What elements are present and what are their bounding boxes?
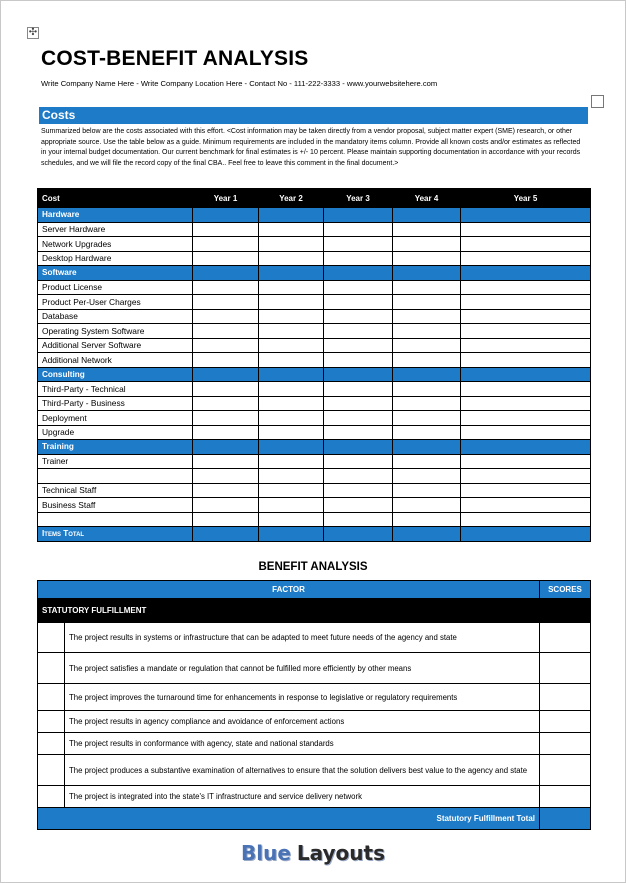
benefit-item-row — [38, 623, 591, 653]
year-2-cell[interactable] — [259, 280, 324, 295]
factor-text: The project results in conformance with agency, state and national standards — [65, 733, 540, 755]
company-info-line: Write Company Name Here - Write Company Location Here - Contact No - 111-222-3333 - www.yourwebsitehere.com — [41, 79, 438, 88]
benefit-analysis-title: BENEFIT ANALYSIS — [258, 561, 368, 573]
year-3-cell[interactable] — [324, 440, 393, 455]
year-4-cell[interactable] — [393, 440, 461, 455]
cost-category-row — [38, 266, 591, 281]
year-1-cell[interactable] — [193, 440, 259, 455]
category-label: Software — [38, 266, 193, 281]
year-5-cell[interactable] — [461, 338, 591, 353]
year-5-cell[interactable] — [461, 382, 591, 397]
table-move-handle-icon[interactable]: ✣ — [28, 27, 38, 38]
year-2-cell[interactable] — [259, 208, 324, 223]
year-4-cell[interactable] — [393, 425, 461, 440]
year-4-cell[interactable] — [393, 266, 461, 281]
cost-item-label: Product Per-User Charges — [38, 295, 193, 310]
year-3-cell[interactable] — [324, 338, 393, 353]
score-cell[interactable] — [540, 684, 591, 711]
year-5-cell[interactable] — [461, 396, 591, 411]
checkbox-cell[interactable] — [38, 755, 65, 786]
cost-item-row — [38, 425, 591, 440]
year-4-cell[interactable] — [393, 498, 461, 513]
year-5-cell[interactable] — [461, 208, 591, 223]
year-3-cell[interactable] — [324, 411, 393, 426]
year-4-cell[interactable] — [393, 208, 461, 223]
section-statutory-fulfillment: STATUTORY FULFILLMENT — [38, 599, 591, 623]
cost-item-label — [38, 469, 193, 484]
factor-text: The project results in systems or infrastructure that can be adapted to meet future needs of the agency and state — [65, 623, 540, 653]
year-1-total-cell[interactable] — [193, 527, 259, 542]
year-2-cell[interactable] — [259, 222, 324, 237]
scores-header: SCORES — [540, 581, 591, 599]
costs-description: Summarized below are the costs associated with this effort. <Cost information may be taken directly from a vendor proposal, subject matter expert (SME) research, or other appropriate source. Use the table below as a guide. Minimum requirements are included in the mandatory items column. Provide all known costs and/or estimates as reflected in your internal budget documentation. Our current benchmark for final estimates is +/- 10 percent. Please maintain supporting documentation in accordance with your records schedules, and we will file the record copy of the final CBA.. Feel free to leave this comment in the final document.> — [41, 128, 581, 167]
year-3-cell[interactable] — [324, 237, 393, 252]
cost-item-label: Database — [38, 309, 193, 324]
costs-heading: Costs — [39, 107, 588, 124]
year4-header: Year 4 — [393, 189, 461, 208]
statutory-total-row — [38, 808, 591, 830]
year-2-cell[interactable] — [259, 483, 324, 498]
cost-item-row — [38, 237, 591, 252]
items-total-label: Items Total — [38, 527, 193, 542]
year-3-cell[interactable] — [324, 396, 393, 411]
year-1-cell[interactable] — [193, 498, 259, 513]
year-5-cell[interactable] — [461, 295, 591, 310]
year-2-cell[interactable] — [259, 367, 324, 382]
benefit-item-row — [38, 711, 591, 733]
year-1-cell[interactable] — [193, 324, 259, 339]
year-1-cell[interactable] — [193, 469, 259, 484]
logo-word-layouts: Layouts — [296, 841, 385, 865]
year-1-cell[interactable] — [193, 208, 259, 223]
year-4-cell[interactable] — [393, 483, 461, 498]
year-3-cell[interactable] — [324, 469, 393, 484]
cost-table — [37, 188, 591, 542]
year-2-cell[interactable] — [259, 440, 324, 455]
year2-header: Year 2 — [259, 189, 324, 208]
score-cell[interactable] — [540, 653, 591, 684]
score-cell[interactable] — [540, 786, 591, 808]
year1-header: Year 1 — [193, 189, 259, 208]
factor-text: The project results in agency compliance and avoidance of enforcement actions — [65, 711, 540, 733]
year-5-cell[interactable] — [461, 237, 591, 252]
cost-item-row — [38, 324, 591, 339]
checkbox-cell[interactable] — [38, 684, 65, 711]
year-4-cell[interactable] — [393, 237, 461, 252]
year-5-cell[interactable] — [461, 251, 591, 266]
year-5-cell[interactable] — [461, 324, 591, 339]
cost-item-row — [38, 483, 591, 498]
year-2-cell[interactable] — [259, 469, 324, 484]
cost-item-row — [38, 512, 591, 527]
cost-item-row — [38, 338, 591, 353]
year-4-cell[interactable] — [393, 309, 461, 324]
year-4-cell[interactable] — [393, 512, 461, 527]
factor-text: The project produces a substantive examination of alternatives to ensure that the solution delivers best value to the agency and state — [65, 755, 540, 786]
year-1-cell[interactable] — [193, 280, 259, 295]
year-5-cell[interactable] — [461, 222, 591, 237]
category-label: Training — [38, 440, 193, 455]
cost-item-row — [38, 396, 591, 411]
cost-category-row — [38, 208, 591, 223]
cost-item-row — [38, 280, 591, 295]
cost-item-label: Third-Party - Technical — [38, 382, 193, 397]
year-1-cell[interactable] — [193, 396, 259, 411]
year-4-total-cell[interactable] — [393, 527, 461, 542]
year-3-cell[interactable] — [324, 425, 393, 440]
benefit-item-row — [38, 755, 591, 786]
year-5-cell[interactable] — [461, 309, 591, 324]
year3-header: Year 3 — [324, 189, 393, 208]
year-3-cell[interactable] — [324, 251, 393, 266]
year-2-cell[interactable] — [259, 454, 324, 469]
year-2-cell[interactable] — [259, 512, 324, 527]
cost-item-label: Business Staff — [38, 498, 193, 513]
score-cell[interactable] — [540, 733, 591, 755]
year-2-cell[interactable] — [259, 425, 324, 440]
year-1-cell[interactable] — [193, 266, 259, 281]
year-1-cell[interactable] — [193, 425, 259, 440]
benefit-item-row — [38, 684, 591, 711]
cost-category-row — [38, 440, 591, 455]
year-2-cell[interactable] — [259, 309, 324, 324]
blue-layouts-logo — [0, 841, 626, 865]
cost-item-label: Trainer — [38, 454, 193, 469]
year-2-cell[interactable] — [259, 411, 324, 426]
cost-item-label: Technical Staff — [38, 483, 193, 498]
year-5-cell[interactable] — [461, 367, 591, 382]
year-3-cell[interactable] — [324, 367, 393, 382]
statutory-total-score-cell[interactable] — [540, 808, 591, 830]
factor-text: The project is integrated into the state's IT infrastructure and service delivery network — [65, 786, 540, 808]
year-3-cell[interactable] — [324, 498, 393, 513]
year-5-cell[interactable] — [461, 469, 591, 484]
cost-item-label — [38, 512, 193, 527]
year-4-cell[interactable] — [393, 280, 461, 295]
year-5-cell[interactable] — [461, 440, 591, 455]
year-3-cell[interactable] — [324, 324, 393, 339]
year-4-cell[interactable] — [393, 367, 461, 382]
year-1-cell[interactable] — [193, 222, 259, 237]
year-2-cell[interactable] — [259, 324, 324, 339]
cost-item-label: Operating System Software — [38, 324, 193, 339]
year-5-cell[interactable] — [461, 411, 591, 426]
year-1-cell[interactable] — [193, 251, 259, 266]
year-2-total-cell[interactable] — [259, 527, 324, 542]
cost-item-label: Desktop Hardware — [38, 251, 193, 266]
cost-item-label: Additional Network — [38, 353, 193, 368]
year-3-cell[interactable] — [324, 454, 393, 469]
cost-item-label: Server Hardware — [38, 222, 193, 237]
year-2-cell[interactable] — [259, 295, 324, 310]
year-4-cell[interactable] — [393, 382, 461, 397]
year-3-cell[interactable] — [324, 280, 393, 295]
year-1-cell[interactable] — [193, 454, 259, 469]
year-4-cell[interactable] — [393, 324, 461, 339]
year-4-cell[interactable] — [393, 469, 461, 484]
year-4-cell[interactable] — [393, 222, 461, 237]
cost-item-row — [38, 469, 591, 484]
year-1-cell[interactable] — [193, 237, 259, 252]
year-1-cell[interactable] — [193, 295, 259, 310]
year-1-cell[interactable] — [193, 411, 259, 426]
year-1-cell[interactable] — [193, 382, 259, 397]
cost-item-row — [38, 309, 591, 324]
checkbox-cell[interactable] — [38, 711, 65, 733]
year-1-cell[interactable] — [193, 309, 259, 324]
cost-item-label: Product License — [38, 280, 193, 295]
year-4-cell[interactable] — [393, 396, 461, 411]
checkbox-cell[interactable] — [38, 653, 65, 684]
year-5-cell[interactable] — [461, 280, 591, 295]
year-2-cell[interactable] — [259, 396, 324, 411]
year-3-cell[interactable] — [324, 309, 393, 324]
year-4-cell[interactable] — [393, 338, 461, 353]
logo-word-blue: Blue — [240, 841, 291, 865]
year-5-cell[interactable] — [461, 498, 591, 513]
cost-item-label: Additional Server Software — [38, 338, 193, 353]
cost-item-row — [38, 454, 591, 469]
cost-item-row — [38, 498, 591, 513]
factor-text: The project improves the turnaround time for enhancements in response to legislative or regulatory requirements — [65, 684, 540, 711]
year-3-cell[interactable] — [324, 353, 393, 368]
year5-header: Year 5 — [461, 189, 591, 208]
year-3-cell[interactable] — [324, 295, 393, 310]
checkbox-cell[interactable] — [38, 733, 65, 755]
year-4-cell[interactable] — [393, 295, 461, 310]
items-total-row — [38, 527, 591, 542]
year-1-cell[interactable] — [193, 338, 259, 353]
year-4-cell[interactable] — [393, 411, 461, 426]
year-2-cell[interactable] — [259, 382, 324, 397]
cost-header: Cost — [38, 189, 193, 208]
cost-item-row — [38, 295, 591, 310]
benefit-table — [37, 580, 591, 830]
score-cell[interactable] — [540, 755, 591, 786]
cost-item-row — [38, 251, 591, 266]
year-2-cell[interactable] — [259, 251, 324, 266]
cost-item-row — [38, 411, 591, 426]
year-5-cell[interactable] — [461, 483, 591, 498]
benefit-item-row — [38, 786, 591, 808]
cost-item-label: Deployment — [38, 411, 193, 426]
year-5-cell[interactable] — [461, 425, 591, 440]
year-3-cell[interactable] — [324, 208, 393, 223]
resize-box-icon[interactable] — [591, 95, 604, 108]
benefit-item-row — [38, 653, 591, 684]
factor-header: FACTOR — [38, 581, 540, 599]
cost-item-row — [38, 353, 591, 368]
year-3-cell[interactable] — [324, 512, 393, 527]
year-3-cell[interactable] — [324, 266, 393, 281]
cost-item-row — [38, 222, 591, 237]
year-1-cell[interactable] — [193, 353, 259, 368]
year-2-cell[interactable] — [259, 498, 324, 513]
cost-item-label: Network Upgrades — [38, 237, 193, 252]
year-1-cell[interactable] — [193, 512, 259, 527]
year-5-total-cell[interactable] — [461, 527, 591, 542]
year-1-cell[interactable] — [193, 483, 259, 498]
statutory-total-label: Statutory Fulfillment Total — [38, 808, 540, 830]
year-2-cell[interactable] — [259, 338, 324, 353]
year-3-cell[interactable] — [324, 382, 393, 397]
cost-item-label: Third-Party - Business — [38, 396, 193, 411]
year-3-cell[interactable] — [324, 483, 393, 498]
year-3-total-cell[interactable] — [324, 527, 393, 542]
category-label: Consulting — [38, 367, 193, 382]
year-2-cell[interactable] — [259, 237, 324, 252]
checkbox-cell[interactable] — [38, 786, 65, 808]
factor-text: The project satisfies a mandate or regulation that cannot be fulfilled more efficiently by other means — [65, 653, 540, 684]
benefit-item-row — [38, 733, 591, 755]
checkbox-cell[interactable] — [38, 623, 65, 653]
cost-category-row — [38, 367, 591, 382]
year-4-cell[interactable] — [393, 251, 461, 266]
category-label: Hardware — [38, 208, 193, 223]
year-4-cell[interactable] — [393, 353, 461, 368]
cost-item-row — [38, 382, 591, 397]
year-5-cell[interactable] — [461, 353, 591, 368]
score-cell[interactable] — [540, 623, 591, 653]
year-1-cell[interactable] — [193, 367, 259, 382]
cost-item-label: Upgrade — [38, 425, 193, 440]
page-title: COST-BENEFIT ANALYSIS — [41, 47, 309, 70]
year-2-cell[interactable] — [259, 266, 324, 281]
year-4-cell[interactable] — [393, 454, 461, 469]
year-3-cell[interactable] — [324, 222, 393, 237]
year-5-cell[interactable] — [461, 266, 591, 281]
score-cell[interactable] — [540, 711, 591, 733]
year-5-cell[interactable] — [461, 454, 591, 469]
year-2-cell[interactable] — [259, 353, 324, 368]
year-5-cell[interactable] — [461, 512, 591, 527]
